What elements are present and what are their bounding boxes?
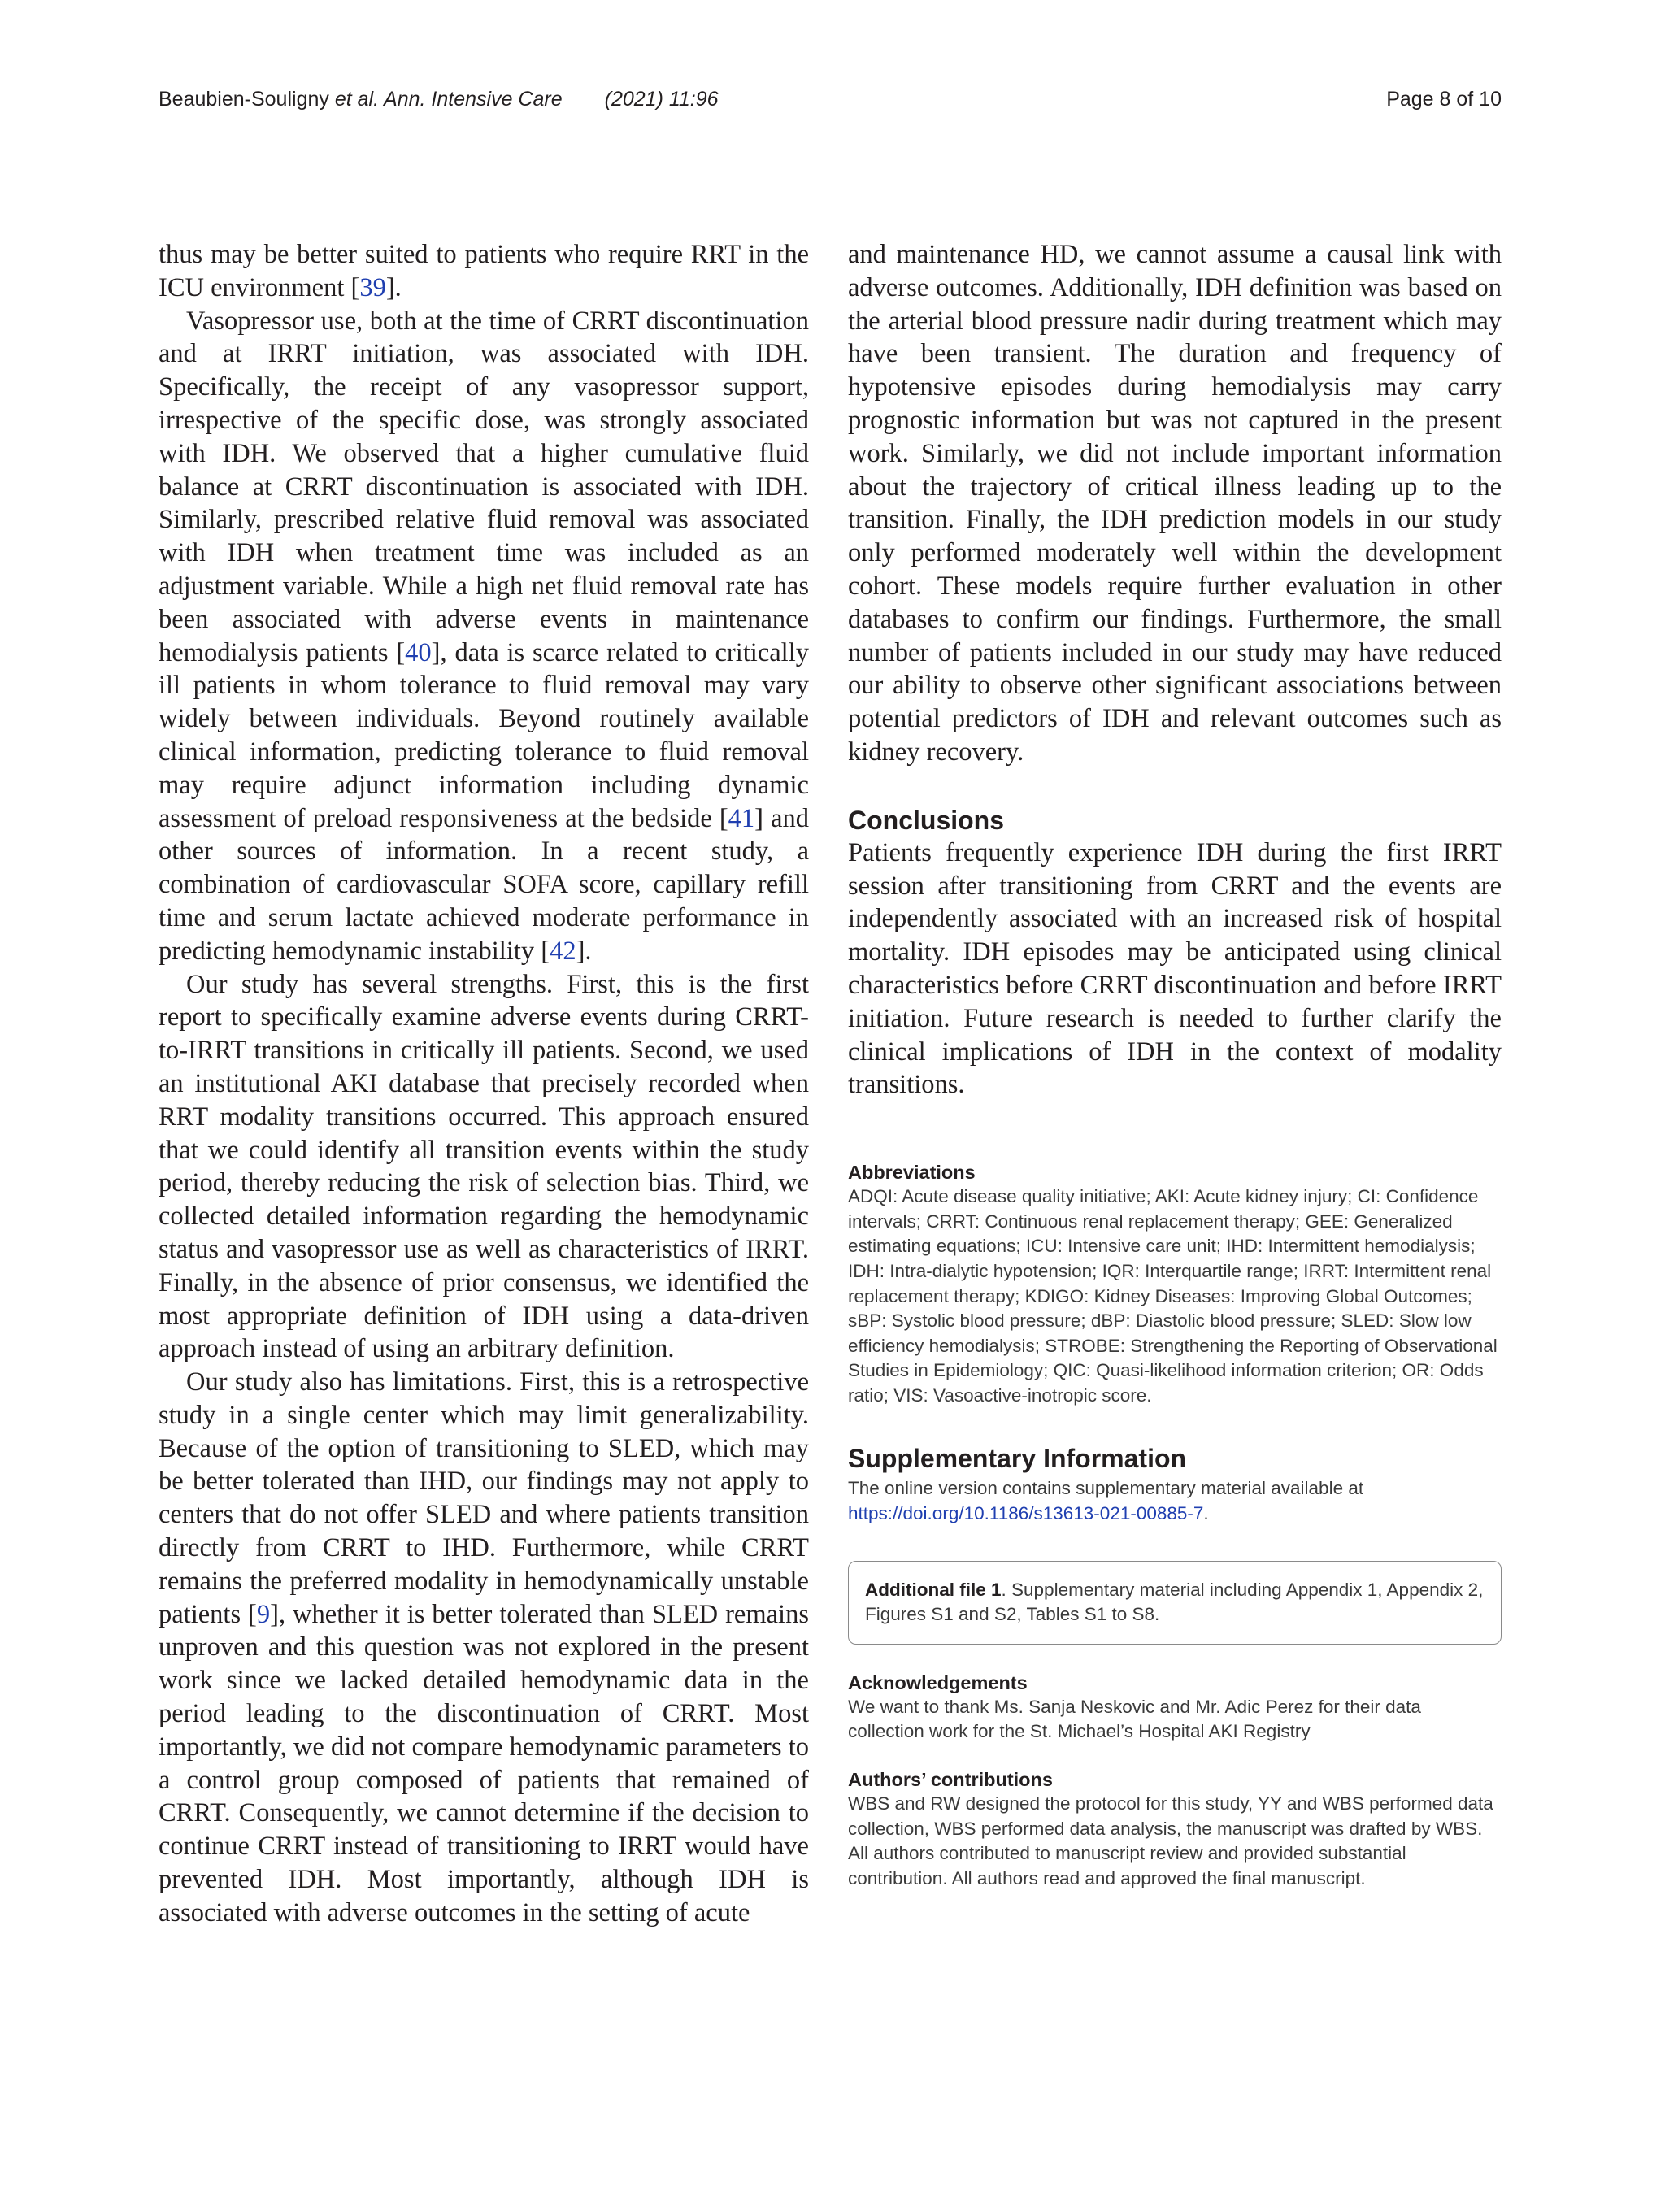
abbreviations-heading: Abbreviations [848, 1162, 976, 1184]
text-run: thus may be better suited to patients who require RRT in the ICU environment [ [159, 240, 809, 302]
contributions-text: WBS and RW designed the protocol for this study, YY and WBS performed data collection, WBS performed data analysis, the manuscript was drafted by WBS. All authors contributed to manuscript review and provided substantial contribution. All authors read and approved the final manuscript. [848, 1793, 1493, 1888]
contributions-heading: Authors’ contributions [848, 1769, 1053, 1791]
reference-link-9[interactable]: 9 [256, 1599, 271, 1629]
header-volume: (2021) 11:96 [604, 88, 719, 111]
reference-link-40[interactable]: 40 [405, 637, 432, 667]
text-run: . [1203, 1503, 1209, 1524]
page-number: Page 8 of 10 [1386, 88, 1502, 111]
additional-file-box [848, 1561, 1502, 1645]
reference-link-42[interactable]: 42 [550, 936, 576, 966]
paragraph-limitations-continued: and maintenance HD, we cannot assume a causal link with adverse outcomes. Additionally, IDH definition was based on the arterial blood pressure nadir during treatment which may have been transient. The duration and frequency of hypotensive episodes during hemodialysis may carry prognostic information but was not captured in the present work. Similarly, we did not include important information about the trajectory of critical illness leading up to the transition. Finally, the IDH prediction models in our study only performed moderately well within the development cohort. These models require further evaluation in other databases to confirm our findings. Furthermore, the small number of patients included in our study may have reduced our ability to observe other significant associations between potential predictors of IDH and relevant outcomes such as kidney recovery. [848, 240, 1502, 767]
abbreviations-text: ADQI: Acute disease quality initiative; AKI: Acute kidney injury; CI: Confidence intervals; CRRT: Continuous renal replacement therapy; GEE: Generalized estimating equations; ICU: Intensive care unit; IHD: Intermittent hemodialysis; IDH: Intra-dialytic hypotension; IQR: Interquartile range; IRRT: Intermittent renal replacement therapy; KDIGO: Kidney Diseases: Improving Global Outcomes; sBP: Systolic blood pressure; dBP: Diastolic blood pressure; SLED: Slow low efficiency hemodialysis; STROBE: Strengthening the Reporting of Observational Studies in Epidemiology; QIC: Quasi-likelihood information criterion; OR: Odds ratio; VIS: Vasoactive-inotropic score. [848, 1186, 1498, 1406]
doi-link[interactable]: https://doi.org/10.1186/s13613-021-00885-7 [848, 1503, 1204, 1524]
header-journal: et al. Ann. Intensive Care [334, 88, 563, 111]
text-run: ] and other sources of information. In a recent study, a combination of cardiovascular SOFA score, capillary refill time and serum lactate achieved moderate performance in predicting hemodynamic instability [ [159, 803, 809, 966]
text-run: ]. [576, 936, 592, 966]
running-head [159, 88, 1502, 120]
paragraph-limitations [159, 1366, 809, 1930]
text-run: . Supplementary material including Appendix 1, Appendix 2, Figures S1 and S2, Tables S1 to S8. [865, 1579, 1484, 1625]
additional-file-text [865, 1578, 1485, 1627]
supplementary-heading: Supplementary Information [848, 1444, 1187, 1474]
text-run: Our study also has limitations. First, this is a retrospective study in a single center which may limit generalizability. Because of the option of transitioning to SLED, which may be better tolerated than IHD, our findings may not apply to centers that do not offer SLED and where patients transition directly from CRRT to IHD. Furthermore, while CRRT remains the preferred modality in hemodynamically unstable patients [ [159, 1367, 809, 1629]
paragraph-strengths: Our study has several strengths. First, this is the first report to specifically examine adverse events during CRRT-to-IRRT transitions in critically ill patients. Second, we used an institutional AKI database that precisely recorded when RRT modality transitions occurred. This approach ensured that we could identify all transition events within the study period, thereby reducing the risk of selection bias. Third, we collected detailed information regarding the hemodynamic status and vasopressor use as well as characteristics of IRRT. Finally, in the absence of prior consensus, we identified the most appropriate definition of IDH using a data-driven approach instead of using an arbitrary definition. [159, 969, 809, 1364]
additional-file-label[interactable]: Additional file 1 [865, 1579, 1002, 1600]
paragraph-continued [159, 238, 809, 305]
reference-link-41[interactable]: 41 [728, 803, 755, 833]
reference-link-39[interactable]: 39 [359, 272, 386, 302]
text-run: Vasopressor use, both at the time of CRRT discontinuation and at IRRT initiation, was associated with IDH. Specifically, the receipt of any vasopressor support, irrespective of the specific dose, was strongly associated with IDH. We observed that a higher cumulative fluid balance at CRRT discontinuation is associated with IDH. Similarly, prescribed relative fluid removal was associated with IDH when treatment time was included as an adjustment variable. While a high net fluid removal rate has been associated with adverse events in maintenance hemodialysis patients [ [159, 306, 809, 667]
conclusions-text: Patients frequently experience IDH during the first IRRT session after transitioning from CRRT and the events are independently associated with an increased risk of hospital mortality. IDH episodes may be anticipated using clinical characteristics before CRRT discontinuation and before IRRT initiation. Future research is needed to further clarify the clinical implications of IDH in the context of modality transitions. [848, 837, 1502, 1100]
conclusions-heading: Conclusions [848, 805, 1005, 835]
right-column [848, 238, 1502, 1891]
acknowledgements-heading: Acknowledgements [848, 1671, 1028, 1693]
text-run: ], whether it is better tolerated than SLED remains unproven and this question was not explored in the present work since we lacked detailed hemodynamic data in the period leading to the discontinuation of CRRT. Most importantly, we did not compare hemodynamic parameters to a control group composed of patients that remained of CRRT. Consequently, we cannot determine if the decision to continue CRRT instead of transitioning to IRRT would have prevented IDH. Most importantly, although IDH is associated with adverse outcomes in the setting of acute [159, 1599, 809, 1927]
running-head-citation [159, 88, 719, 111]
header-authors: Beaubien-Souligny [159, 88, 335, 111]
left-column [159, 238, 809, 1930]
text-run: ], data is scarce related to critically ill patients in whom tolerance to fluid removal may vary widely between individuals. Beyond routinely available clinical information, predicting tolerance to fluid removal may require adjunct information including dynamic assessment of preload responsiveness at the bedside [ [159, 637, 809, 833]
text-run: The online version contains supplementary material available at [848, 1478, 1364, 1499]
supplementary-text [848, 1476, 1502, 1526]
paragraph-vasopressor [159, 305, 809, 968]
text-run: ]. [385, 272, 402, 302]
acknowledgements-text: We want to thank Ms. Sanja Neskovic and Mr. Adic Perez for their data collection work for the St. Michael’s Hospital AKI Registry [848, 1696, 1421, 1742]
